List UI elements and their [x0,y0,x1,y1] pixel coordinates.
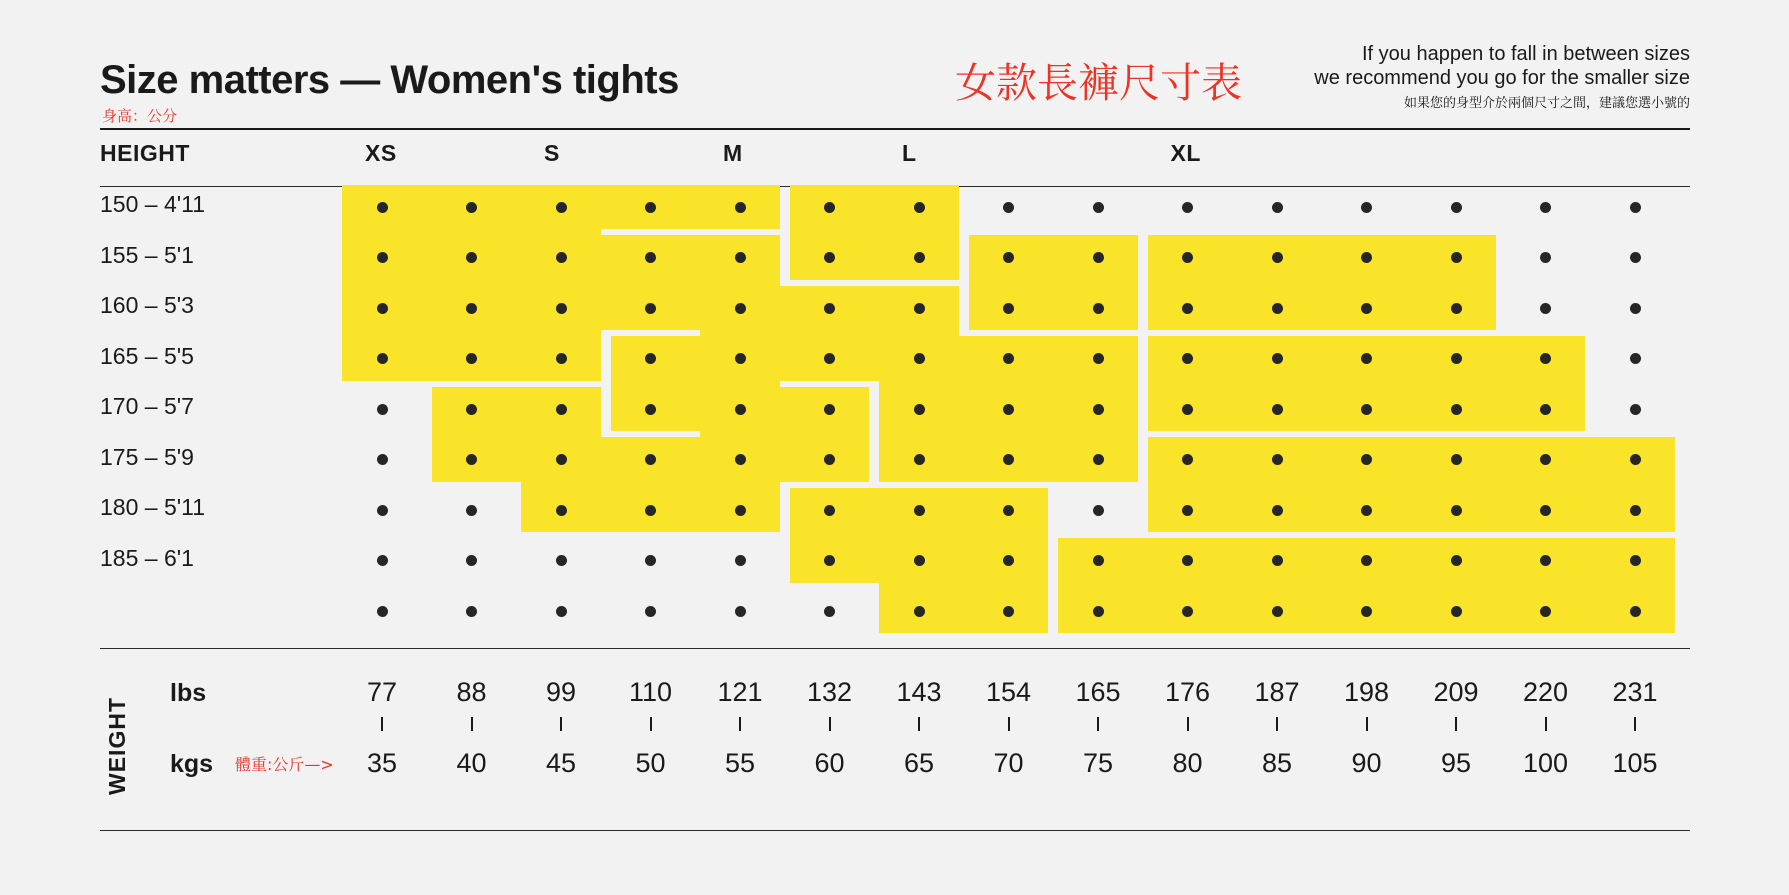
grid-dot [1361,202,1372,213]
grid-dot [1630,252,1641,263]
kgs-label: kgs [170,750,214,778]
weight-tick [829,717,831,731]
size-header-s: S [544,140,560,166]
grid-dot [1003,555,1014,566]
height-row-label: 165 – 5'5 [100,342,194,369]
size-grid [100,140,1690,630]
weight-lbs-value: 132 [806,677,853,707]
grid-dot [556,252,567,263]
weight-tick [381,717,383,731]
height-row-label: 170 – 5'7 [100,393,194,419]
grid-dot [556,303,567,314]
grid-dot [1093,555,1104,566]
grid-dot [1272,404,1283,415]
grid-dot [466,202,477,213]
grid-dot [377,353,388,364]
grid-dot [1272,353,1283,364]
grid-dot [466,353,477,364]
weight-lbs-value: 198 [1343,677,1390,707]
grid-dot [1361,555,1372,566]
grid-dot [645,555,656,566]
weight-scale [100,655,1690,815]
grid-dot [914,505,925,516]
weight-lbs-value: 165 [1075,677,1121,707]
height-unit-note-chinese: 身高：公分 [102,107,178,125]
weight-kgs-value: 40 [456,748,487,778]
weight-lbs-value: 110 [628,677,673,707]
weight-lbs-value: 143 [896,677,942,707]
weight-tick [1634,717,1636,731]
weight-unit-note-chinese: 體重:公斤—> [235,755,334,774]
grid-dot [1093,303,1104,314]
grid-dot [824,252,835,263]
grid-dot [1272,252,1283,263]
grid-dot [1093,505,1104,516]
weight-tick [1187,717,1189,731]
weight-tick [918,717,920,731]
height-row-label: 185 – 6'1 [100,544,194,571]
grid-dot [1630,202,1641,213]
weight-kgs-value: 55 [724,748,756,778]
grid-dot [645,454,656,465]
weight-kgs-value: 50 [635,748,666,778]
grid-dot [466,454,477,465]
grid-dot [466,252,477,263]
weight-kgs-value: 85 [1261,748,1293,778]
sizing-note [1220,42,1690,114]
grid-dot [1540,353,1551,364]
weight-lbs-value: 77 [366,677,398,707]
grid-dot [1361,505,1372,516]
size-band-xl [1148,336,1586,431]
weight-kgs-value: 65 [903,748,935,778]
grid-dot [556,606,567,617]
grid-dot [1003,252,1014,263]
grid-dot [1540,606,1551,617]
grid-dot [1093,404,1104,415]
weight-kgs-value: 45 [545,748,577,778]
weight-lbs-value: 99 [545,677,577,707]
height-row-label: 160 – 5'3 [100,292,194,318]
grid-dot [377,606,388,617]
grid-dot [1630,606,1641,617]
grid-dot [645,505,656,516]
grid-dot [1003,303,1014,314]
grid-dot [1451,505,1462,516]
grid-dot [377,454,388,465]
weight-lbs-value: 187 [1254,677,1300,707]
grid-dot [914,454,925,465]
size-band-s [611,185,780,230]
weight-lbs-value: 209 [1433,677,1479,707]
grid-dot [1093,606,1104,617]
grid-dot [466,303,477,314]
grid-dot [556,505,567,516]
grid-dot [914,606,925,617]
grid-dot [1003,202,1014,213]
weight-lbs-value: 121 [717,677,763,707]
grid-dot [1361,303,1372,314]
grid-dot [1182,353,1193,364]
grid-dot [1182,202,1193,213]
height-row-label: 180 – 5'11 [100,494,206,520]
grid-dot [735,606,746,617]
grid-dot [1451,555,1462,566]
grid-dot [645,202,656,213]
grid-dot [914,202,925,213]
grid-dot [1361,353,1372,364]
size-band-m [700,387,869,482]
grid-dot [824,555,835,566]
weight-tick [560,717,562,731]
grid-dot [1182,404,1193,415]
grid-dot [1630,555,1641,566]
size-band-xl [1148,235,1496,330]
grid-dot [1182,505,1193,516]
grid-dot [824,202,835,213]
height-axis-label: HEIGHT [100,140,190,166]
weight-tick [1008,717,1010,731]
grid-dot [1093,454,1104,465]
grid-dot [1540,505,1551,516]
grid-dot [1451,303,1462,314]
grid-dot [824,404,835,415]
size-header-xs: XS [365,140,397,166]
weight-kgs-value: 105 [1612,748,1658,778]
grid-dot [377,303,388,314]
grid-dot [377,505,388,516]
weight-tick [1276,717,1278,731]
weight-tick [1097,717,1099,731]
grid-dot [1272,505,1283,516]
grid-dot [1003,454,1014,465]
weight-kgs-value: 70 [993,748,1024,778]
size-header-xl: XL [1170,140,1201,166]
grid-dot [645,303,656,314]
grid-dot [1093,353,1104,364]
grid-bottom-divider [100,648,1690,649]
grid-dot [735,404,746,415]
grid-dot [1093,202,1104,213]
grid-dot [1272,303,1283,314]
grid-dot [377,252,388,263]
weight-kgs-value: 95 [1440,748,1472,778]
grid-dot [466,606,477,617]
grid-dot [1093,252,1104,263]
page-title: Size matters — Women's tights [100,58,679,102]
grid-dot [824,353,835,364]
grid-dot [1182,303,1193,314]
size-header-m: M [723,140,743,166]
grid-dot [377,555,388,566]
weight-kgs-value: 35 [366,748,398,778]
grid-dot [1272,606,1283,617]
grid-dot [735,555,746,566]
footer-divider [100,830,1690,831]
grid-dot [556,404,567,415]
weight-lbs-value: 88 [456,677,487,707]
grid-dot [1540,202,1551,213]
grid-dot [1003,353,1014,364]
grid-dot [556,555,567,566]
sizing-note-line-1: If you happen to fall in between sizes [1362,43,1690,65]
grid-dot [1451,353,1462,364]
grid-dot [377,202,388,213]
grid-dot [1451,202,1462,213]
grid-dot [914,555,925,566]
height-row-label: 155 – 5'1 [100,241,194,268]
weight-tick [471,717,473,731]
grid-dot [735,505,746,516]
grid-dot [1451,454,1462,465]
weight-lbs-value: 220 [1522,677,1569,707]
grid-dot [824,606,835,617]
grid-dot [1361,454,1372,465]
grid-dot [1451,252,1462,263]
grid-dot [466,505,477,516]
grid-dot [735,202,746,213]
grid-dot [645,404,656,415]
weight-kgs-value: 90 [1351,748,1382,778]
grid-dot [1630,505,1641,516]
size-header-l: L [902,140,917,166]
grid-dot [1272,202,1283,213]
weight-kgs-value: 60 [814,748,845,778]
weight-kgs-value: 75 [1082,748,1114,778]
page-title-chinese: 女款長褲尺寸表 [955,59,1242,107]
grid-dot [1003,404,1014,415]
grid-dot [645,353,656,364]
grid-dot [1451,404,1462,415]
weight-tick [1455,717,1457,731]
weight-lbs-value: 231 [1612,677,1658,707]
grid-dot [735,252,746,263]
weight-tick [739,717,741,731]
grid-dot [1540,404,1551,415]
grid-dot [1272,555,1283,566]
grid-dot [914,353,925,364]
grid-dot [466,404,477,415]
grid-dot [1630,353,1641,364]
sizing-note-line-2: we recommend you go for the smaller size [1314,67,1690,89]
grid-dot [1361,404,1372,415]
grid-dot [466,555,477,566]
weight-tick [1366,717,1368,731]
grid-dot [556,353,567,364]
grid-dot [1003,505,1014,516]
size-band-xl [1148,437,1675,532]
grid-dot [556,202,567,213]
grid-dot [1182,454,1193,465]
grid-dot [1272,454,1283,465]
grid-dot [1540,555,1551,566]
height-row-label: 175 – 5'9 [100,443,194,470]
weight-lbs-value: 176 [1164,677,1211,707]
height-row-label: 150 – 4'11 [100,191,206,217]
grid-dot [824,303,835,314]
grid-dot [1630,404,1641,415]
sizing-note-chinese: 如果您的身型介於兩個尺寸之間，建議您選小號的 [1403,96,1690,111]
grid-dot [1182,555,1193,566]
lbs-label: lbs [170,679,207,707]
grid-dot [1630,454,1641,465]
grid-dot [1361,606,1372,617]
grid-dot [735,454,746,465]
weight-kgs-value: 80 [1172,748,1203,778]
size-band-l [969,235,1138,330]
grid-dot [1003,606,1014,617]
weight-tick [650,717,652,731]
grid-dot [1451,606,1462,617]
size-band-l [879,488,1048,634]
header-divider [100,128,1690,130]
grid-dot [1182,252,1193,263]
grid-dot [824,454,835,465]
weight-tick [1545,717,1547,731]
grid-dot [1182,606,1193,617]
grid-dot [1630,303,1641,314]
grid-dot [735,353,746,364]
header [100,30,1690,125]
grid-dot [914,303,925,314]
grid-dot [914,404,925,415]
size-band-xl [1058,538,1675,633]
weight-lbs-value: 154 [985,677,1032,707]
grid-dot [556,454,567,465]
grid-dot [1540,303,1551,314]
size-band-m [790,185,959,280]
grid-dot [377,404,388,415]
grid-dot [645,606,656,617]
grid-dot [914,252,925,263]
grid-dot [824,505,835,516]
grid-dot [735,303,746,314]
grid-dot [1540,454,1551,465]
grid-dot [1540,252,1551,263]
weight-axis-label: WEIGHT [104,697,130,795]
grid-dot [1361,252,1372,263]
grid-dot [645,252,656,263]
weight-kgs-value: 100 [1522,748,1569,778]
